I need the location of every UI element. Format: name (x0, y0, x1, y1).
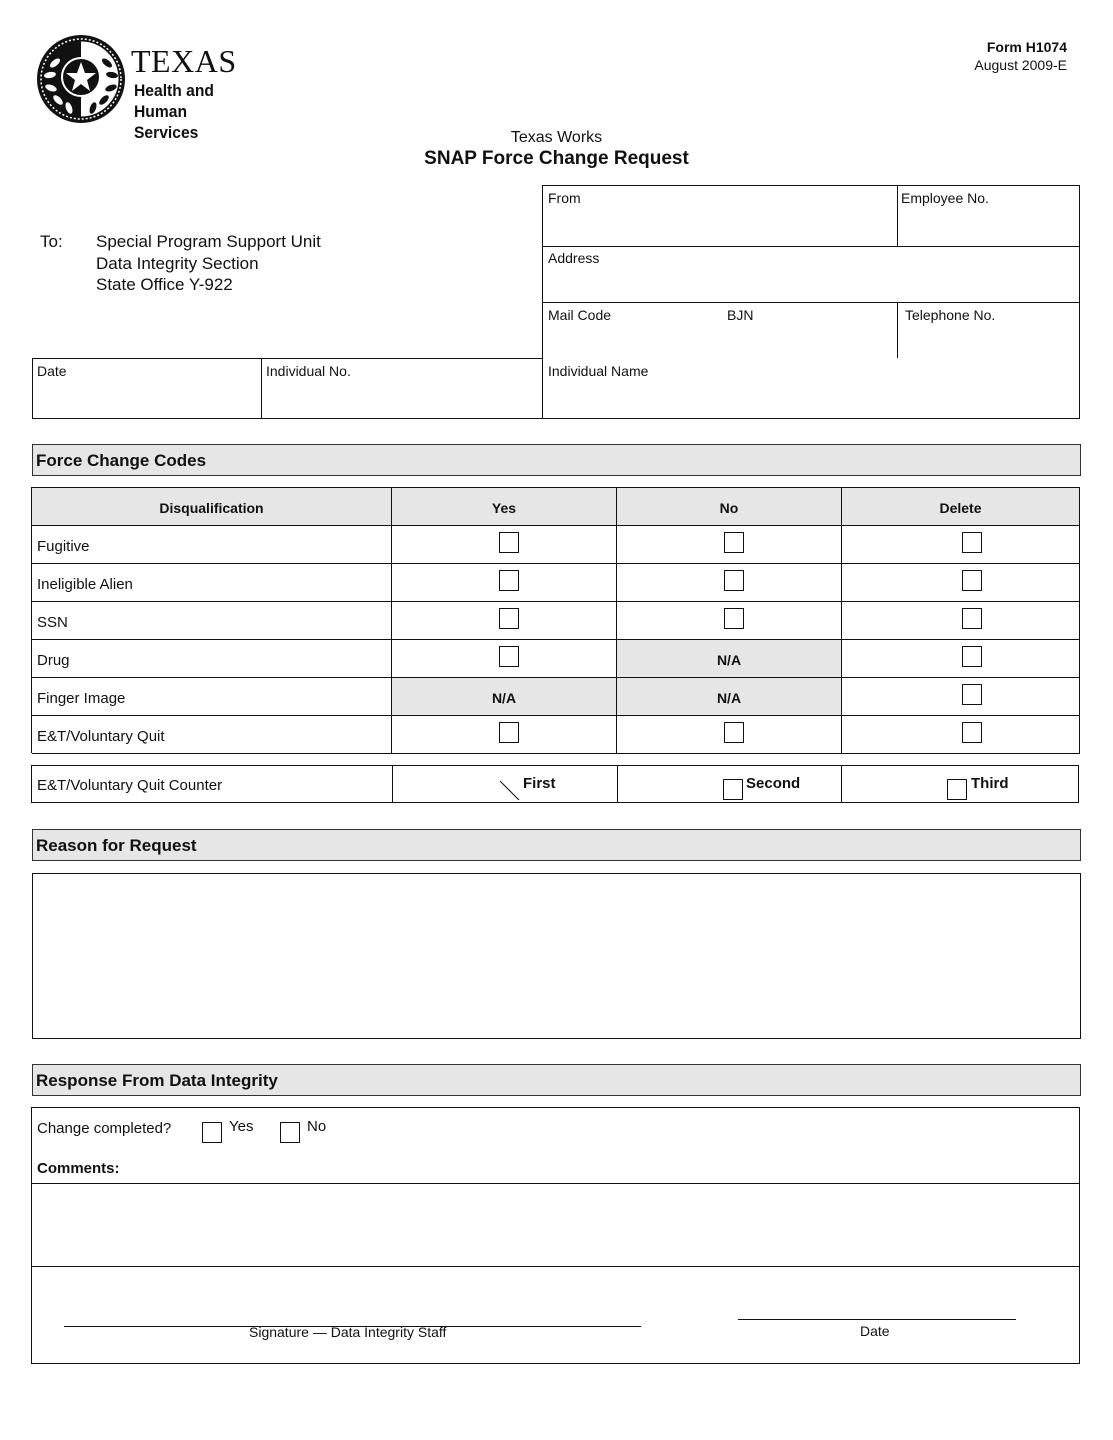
fugitive-delete-checkbox[interactable] (962, 532, 982, 553)
ssn-delete-checkbox[interactable] (962, 608, 982, 629)
table-row-label (32, 640, 392, 678)
comments-textarea[interactable] (32, 1184, 1079, 1266)
table-cell (842, 640, 1080, 678)
counter-option-second: Second (746, 775, 801, 792)
table-cell (617, 716, 842, 754)
counter-option-first: First (523, 775, 556, 792)
agency-logo (35, 33, 275, 142)
finger-image-no-na-cell (617, 678, 842, 716)
from-field[interactable] (543, 186, 897, 246)
column-header-disqualification (32, 488, 392, 526)
form-identifier (974, 38, 1067, 74)
table-row-label (32, 678, 392, 716)
agency-title: TEXAS (131, 43, 237, 79)
row-label-finger-image: Finger Image (37, 690, 126, 707)
et-voluntary-quit-delete-checkbox[interactable] (962, 722, 982, 743)
quit-counter-row (31, 765, 1079, 803)
table-cell (392, 716, 617, 754)
signature-date-label: Date (860, 1323, 890, 1339)
ineligible-alien-no-checkbox[interactable] (724, 570, 744, 591)
employee-no-label: Employee No. (901, 190, 989, 206)
individual-name-label: Individual Name (548, 363, 649, 379)
to-label: To: (40, 232, 63, 251)
drug-delete-checkbox[interactable] (962, 646, 982, 667)
address-label: Address (548, 250, 600, 266)
fugitive-no-checkbox[interactable] (724, 532, 744, 553)
column-header-label: Yes (491, 500, 517, 516)
change-completed-yes-checkbox[interactable] (202, 1122, 222, 1143)
from-label: From (548, 190, 581, 206)
telephone-no-label: Telephone No. (905, 307, 996, 323)
finger-image-yes-na-cell (392, 678, 617, 716)
counter-third-checkbox[interactable] (947, 779, 967, 800)
bjn-field[interactable] (723, 303, 897, 358)
row-label-ssn: SSN (37, 614, 68, 631)
table-cell (842, 564, 1080, 602)
column-header-label: Disqualification (159, 500, 264, 516)
first-checkbox-slash-icon[interactable] (499, 780, 521, 802)
table-row-label (32, 564, 392, 602)
table-row-label (32, 526, 392, 564)
address-field[interactable] (543, 247, 1079, 302)
signature-label: Signature — Data Integrity Staff (249, 1324, 447, 1340)
comments-label: Comments: (37, 1160, 120, 1177)
na-label: N/A (716, 652, 742, 668)
column-header-label: No (719, 500, 739, 516)
drug-no-na-cell (617, 640, 842, 678)
form-date: August 2009-E (974, 57, 1067, 73)
agency-subtitle-line1: Health and Human (134, 81, 214, 121)
texas-seal-icon (35, 33, 127, 125)
change-completed-yes-label: Yes (229, 1118, 254, 1135)
mail-code-field[interactable] (543, 303, 723, 358)
table-cell (617, 564, 842, 602)
table-row-label (32, 716, 392, 754)
mail-code-label: Mail Code (548, 307, 612, 323)
column-header-yes (392, 488, 617, 526)
change-completed-no-checkbox[interactable] (280, 1122, 300, 1143)
drug-yes-checkbox[interactable] (499, 646, 519, 667)
date-field[interactable] (33, 359, 261, 418)
force-change-codes-header: Force Change Codes (32, 444, 1081, 476)
table-cell (842, 678, 1080, 716)
individual-no-label: Individual No. (266, 363, 351, 379)
na-label: N/A (716, 690, 742, 706)
telephone-no-field[interactable] (898, 303, 1079, 358)
table-cell (617, 602, 842, 640)
ssn-no-checkbox[interactable] (724, 608, 744, 629)
change-completed-label: Change completed? (37, 1120, 172, 1137)
counter-option-third: Third (971, 775, 1009, 792)
to-line-3: State Office Y-922 (96, 275, 233, 294)
change-completed-no-label: No (307, 1118, 327, 1135)
column-header-label: Delete (939, 500, 982, 516)
ssn-yes-checkbox[interactable] (499, 608, 519, 629)
to-line-1: Special Program Support Unit (96, 232, 321, 251)
table-cell (392, 526, 617, 564)
row-label-fugitive: Fugitive (37, 538, 90, 555)
table-cell (392, 640, 617, 678)
signature-date-line[interactable] (738, 1319, 1016, 1320)
table-cell (842, 716, 1080, 754)
fugitive-yes-checkbox[interactable] (499, 532, 519, 553)
reason-for-request-header: Reason for Request (32, 829, 1081, 861)
row-label-ineligible-alien: Ineligible Alien (37, 576, 133, 593)
program-name: Texas Works (510, 129, 603, 146)
ineligible-alien-delete-checkbox[interactable] (962, 570, 982, 591)
employee-no-field[interactable] (898, 186, 1079, 246)
table-cell (392, 602, 617, 640)
individual-name-field[interactable] (543, 359, 1079, 418)
row-label-drug: Drug (37, 652, 70, 669)
reason-for-request-textarea[interactable] (32, 873, 1081, 1039)
table-cell (617, 526, 842, 564)
response-header: Response From Data Integrity (32, 1064, 1081, 1096)
table-cell (842, 526, 1080, 564)
counter-second-checkbox[interactable] (723, 779, 743, 800)
to-line-2: Data Integrity Section (96, 253, 259, 273)
table-row-label (32, 602, 392, 640)
bjn-label: BJN (727, 307, 754, 323)
table-cell (392, 564, 617, 602)
et-voluntary-quit-yes-checkbox[interactable] (499, 722, 519, 743)
row-label-et-voluntary-quit: E&T/Voluntary Quit (37, 728, 165, 745)
individual-no-field[interactable] (262, 359, 542, 418)
agency-subtitle-line2: Services (134, 123, 199, 142)
quit-counter-label: E&T/Voluntary Quit Counter (37, 777, 223, 794)
column-header-no (617, 488, 842, 526)
ineligible-alien-yes-checkbox[interactable] (499, 570, 519, 591)
force-change-table (31, 487, 1080, 753)
et-voluntary-quit-no-checkbox[interactable] (724, 722, 744, 743)
finger-image-delete-checkbox[interactable] (962, 684, 982, 705)
page-title: SNAP Force Change Request (424, 148, 689, 169)
table-cell (842, 602, 1080, 640)
form-number: Form H1074 (986, 39, 1067, 55)
column-header-delete (842, 488, 1080, 526)
na-label: N/A (491, 690, 517, 706)
date-label: Date (37, 363, 67, 379)
